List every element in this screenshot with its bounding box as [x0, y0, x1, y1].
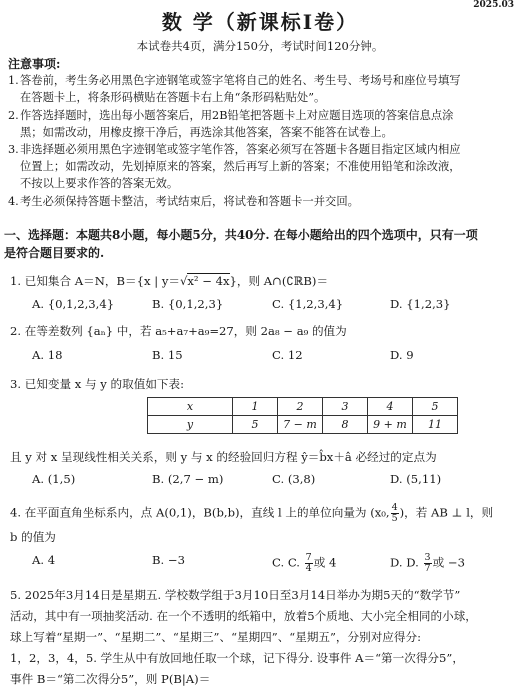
question-line: 5. 2025年3月14日是星期五. 学校数学组于3月10日至3月14日举办为期5天的“数学节”: [10, 588, 461, 602]
option-b: B. {0,1,2,3}: [152, 297, 224, 311]
table-cell: 1: [233, 398, 278, 416]
denominator: 5: [391, 513, 398, 524]
question-text: 1. 已知集合 A＝N，B＝{x | y＝: [10, 274, 180, 288]
numerator: 7: [305, 552, 312, 563]
notice-line: 在答题卡上，将条形码横贴在答题卡右上角“条形码粘贴处”。: [20, 91, 326, 104]
question-text: }，则 A∩(∁ℝB)＝: [229, 274, 329, 288]
notice-number: 4.: [8, 195, 19, 208]
table-cell: 11: [413, 416, 458, 434]
data-table: [147, 397, 458, 434]
notice-item-4: [8, 193, 514, 210]
notice-line: 位置上；如需改动，先划掉原来的答案，然后再写上新的答案；不准使用铅笔和涂改液，: [20, 160, 461, 173]
question-2-options: [32, 348, 512, 366]
fraction: [305, 553, 313, 574]
option-d: D. {1,2,3}: [390, 297, 451, 311]
table-cell: 8: [323, 416, 368, 434]
option-a: A. 4: [32, 553, 56, 567]
notice-item-3: [8, 141, 514, 192]
option-d: D. D. $\frac{3}{7}$ 或 −3: [390, 552, 465, 574]
question-3-options: [32, 472, 512, 490]
option-d: D. 9: [390, 348, 414, 362]
notice-number: 3.: [8, 143, 19, 156]
fraction: [391, 503, 399, 524]
option-c: C. {1,2,3,4}: [272, 297, 344, 311]
notice-item-1: [8, 72, 514, 106]
table-cell: 9 + m: [368, 416, 413, 434]
option-a: A. (1,5): [32, 472, 76, 486]
denominator: 4: [305, 563, 312, 574]
question-line: 球上写着“星期一”、“星期二”、“星期三”、“星期四”、“星期五”，分别对应得分:: [10, 630, 421, 644]
page-title: 数 学（新课标Ⅰ卷）: [161, 10, 359, 34]
option-b: B. 15: [152, 348, 183, 362]
option-c: C. 12: [272, 348, 303, 362]
question-line: 活动，其中有一项抽奖活动. 在一个不透明的纸箱中，放着5个质地、大小完全相同的小球，: [10, 609, 477, 623]
numerator: 4: [391, 502, 398, 513]
option-c: C. (3,8): [272, 472, 316, 486]
notice-line: 考生必须保持答题卡整洁，考试结束后，将试卷和答题卡一并交回。: [20, 195, 359, 208]
question-3-continued: 且 y 对 x 呈现线性相关关系，则 y 与 x 的经验回归方程 ŷ＝b̂x＋â 必经过的定点为: [10, 450, 437, 464]
table-cell: y: [148, 416, 233, 434]
section-heading: [4, 226, 516, 262]
option-d: D. (5,11): [390, 472, 442, 486]
notice-heading: 注意事项:: [8, 57, 61, 71]
table-cell: 7 − m: [278, 416, 323, 434]
notice-line: 非选择题必须用黑色字迹钢笔或签字笔作答，答案必须写在答题卡各题目指定区域内相应: [20, 143, 461, 156]
question-line: 1，2，3，4，5. 学生从中有放回地任取一个球，记下得分. 设事件 A＝“第一次得分5”，: [10, 651, 464, 665]
notice-line: 作答选择题时，选出每小题答案后，用2B铅笔把答题卡上对应题目选项的答案信息点涂: [20, 109, 454, 122]
question-5: [10, 585, 515, 690]
table-cell: 2: [278, 398, 323, 416]
question-text: )，若 AB ⊥ l，则: [399, 505, 494, 520]
section-line: 是符合题目要求的.: [4, 246, 105, 260]
option-label: D.: [390, 555, 407, 570]
question-1: [10, 272, 515, 290]
table-cell: 5: [233, 416, 278, 434]
notice-number: 1.: [8, 74, 19, 87]
question-1-options: [32, 297, 512, 315]
notice-line: 黑；如需改动，用橡皮擦干净后，再选涂其他答案，答案不能答在试卷上。: [20, 126, 393, 139]
question-text: 4. 在平面直角坐标系内，点 A(0,1)，B(b,b)，直线 l 上的单位向量为 (x₀,: [10, 505, 390, 520]
table-cell: 5: [413, 398, 458, 416]
option-b: B. −3: [152, 553, 185, 567]
table-cell: x: [148, 398, 233, 416]
fraction: [424, 553, 432, 574]
option-a: A. {0,1,2,3,4}: [32, 297, 115, 311]
table-row: [148, 398, 458, 416]
question-line: 事件 B＝“第二次得分5”，则 P(B|A)＝: [10, 672, 211, 686]
denominator: 7: [424, 563, 431, 574]
section-line: 一、选择题：本题共8小题，每小题5分，共40分. 在每小题给出的四个选项中，只有一项: [4, 228, 478, 242]
option-b: B. (2,7 − m): [152, 472, 224, 486]
table-cell: 4: [368, 398, 413, 416]
notice-line: 答卷前，考生务必用黑色字迹钢笔或签字笔将自己的姓名、考生号、考场号和座位号填写: [20, 74, 461, 87]
option-tail: 或 4: [313, 555, 337, 570]
question-3: 3. 已知变量 x 与 y 的取值如下表:: [10, 377, 185, 391]
table-row: [148, 416, 458, 434]
exam-date: 2025.03: [473, 0, 514, 10]
option-c: C. C. $\frac{7}{4}$ 或 4: [272, 552, 337, 574]
sqrt-radicand: x² − 4x: [187, 274, 230, 288]
notice-number: 2.: [8, 109, 19, 122]
sqrt-sign: √: [179, 274, 188, 288]
notice-line: 不按以上要求作答的答案无效。: [20, 177, 179, 190]
option-label: C.: [272, 555, 288, 570]
option-tail: 或 −3: [432, 555, 465, 570]
question-4-options: [32, 552, 512, 574]
notice-item-2: [8, 107, 514, 141]
option-a: A. 18: [32, 348, 63, 362]
exam-info: 本试卷共4页，满分150分，考试时间120分钟。: [136, 39, 384, 53]
numerator: 3: [424, 552, 431, 563]
table-cell: 3: [323, 398, 368, 416]
question-4: [10, 503, 515, 524]
question-4-line2: b 的值为: [10, 530, 56, 544]
question-2: 2. 在等差数列 {aₙ} 中，若 a₅+a₇+a₉=27，则 2a₈ − a₉ 的值为: [10, 324, 347, 338]
